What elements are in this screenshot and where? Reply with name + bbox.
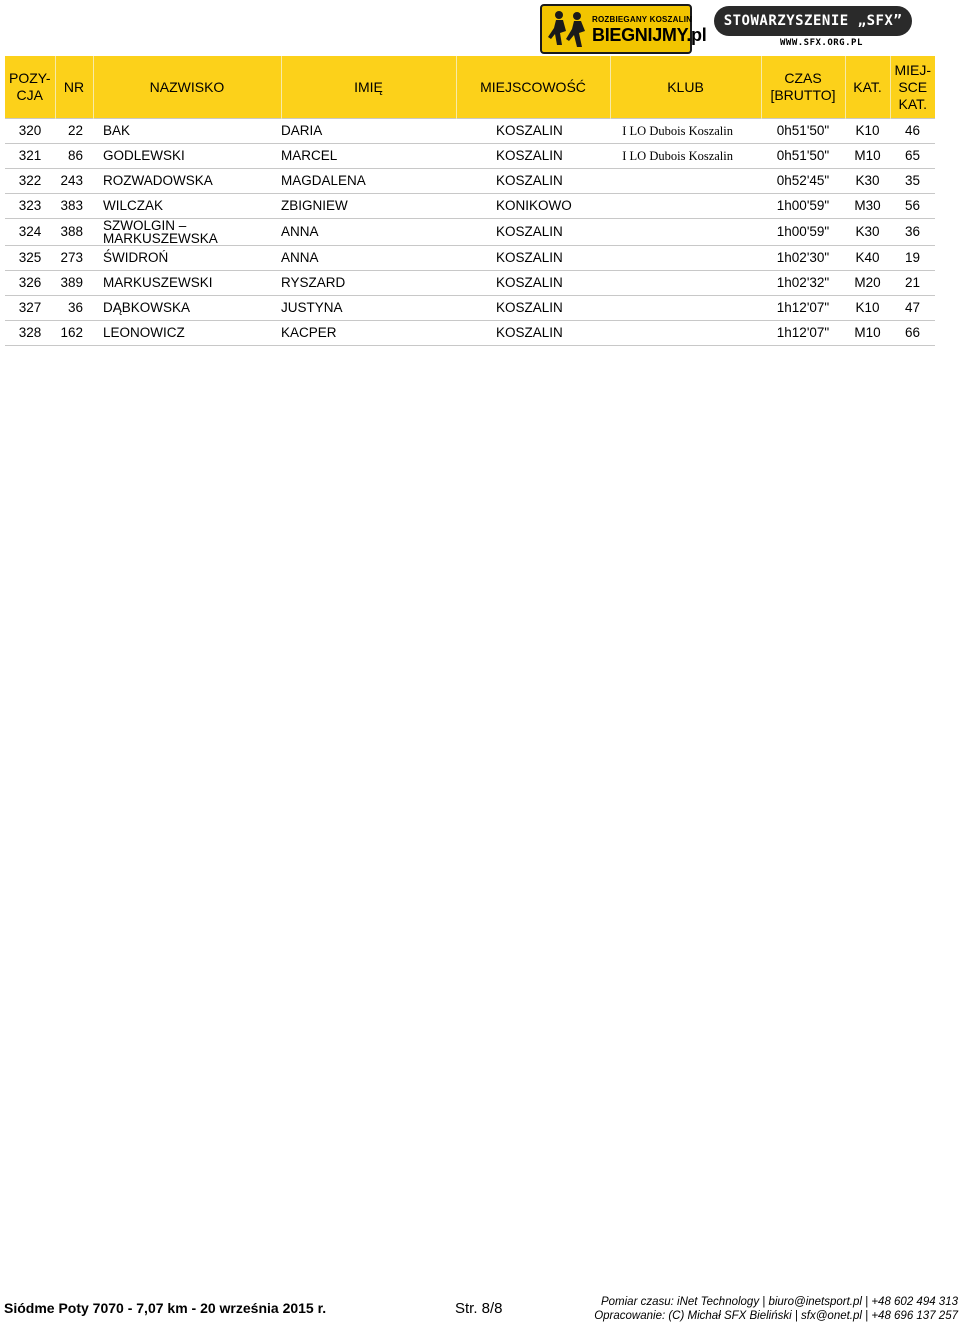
time-cell: 0h51'50" xyxy=(761,144,845,169)
first-name-cell: ANNA xyxy=(281,219,456,246)
club-cell xyxy=(610,321,761,346)
sfx-url: WWW.SFX.ORG.PL xyxy=(780,38,863,48)
city-cell: KOSZALIN xyxy=(456,271,610,296)
first-name-cell: MARCEL xyxy=(281,144,456,169)
table-row xyxy=(5,194,935,219)
time-cell: 1h00'59" xyxy=(761,194,845,219)
header-category: KAT. xyxy=(845,56,890,119)
surname-cell: DĄBKOWSKA xyxy=(93,296,281,321)
category-cell: K40 xyxy=(845,246,890,271)
header-city: MIEJSCOWOŚĆ xyxy=(456,56,610,119)
event-title: Siódme Poty 7070 - 7,07 km - 20 września 2015 r. xyxy=(4,1300,327,1316)
surname-cell: WILCZAK xyxy=(93,194,281,219)
category-cell: M10 xyxy=(845,144,890,169)
time-cell: 1h02'32" xyxy=(761,271,845,296)
category-place-cell: 21 xyxy=(890,271,935,296)
logo-tagline: ROZBIEGANY KOSZALIN xyxy=(592,15,693,24)
bib-number-cell: 273 xyxy=(55,246,93,271)
timing-credit: Pomiar czasu: iNet Technology | biuro@inetsport.pl | +48 602 494 313 xyxy=(600,1296,958,1308)
city-cell: KOSZALIN xyxy=(456,296,610,321)
time-cell: 0h52'45" xyxy=(761,169,845,194)
table-row xyxy=(5,321,935,346)
position-cell: 323 xyxy=(5,194,55,219)
results-table xyxy=(5,56,935,346)
bib-number-cell: 388 xyxy=(55,219,93,246)
first-name-cell: JUSTYNA xyxy=(281,296,456,321)
table-row xyxy=(5,271,935,296)
header-time: CZAS [BRUTTO] xyxy=(761,56,845,119)
table-row xyxy=(5,219,935,246)
sfx-logo xyxy=(714,6,914,52)
city-cell: KOSZALIN xyxy=(456,119,610,144)
city-cell: KOSZALIN xyxy=(456,246,610,271)
category-place-cell: 65 xyxy=(890,144,935,169)
table-row xyxy=(5,119,935,144)
position-cell: 322 xyxy=(5,169,55,194)
position-cell: 325 xyxy=(5,246,55,271)
category-cell: K30 xyxy=(845,169,890,194)
category-cell: K10 xyxy=(845,296,890,321)
bib-number-cell: 162 xyxy=(55,321,93,346)
prepared-credit: Opracowanie: (C) Michał SFX Bieliński | sfx@onet.pl | +48 696 137 257 xyxy=(594,1310,958,1322)
table-row xyxy=(5,246,935,271)
table-row xyxy=(5,169,935,194)
bib-number-cell: 36 xyxy=(55,296,93,321)
credits xyxy=(594,1295,958,1323)
bib-number-cell: 243 xyxy=(55,169,93,194)
page-number: Str. 8/8 xyxy=(455,1300,503,1317)
city-cell: KOSZALIN xyxy=(456,169,610,194)
header-category-place: MIEJ- SCE KAT. xyxy=(890,56,935,119)
club-cell: I LO Dubois Koszalin xyxy=(610,119,761,144)
first-name-cell: DARIA xyxy=(281,119,456,144)
club-cell xyxy=(610,194,761,219)
time-cell: 1h12'07" xyxy=(761,296,845,321)
category-place-cell: 35 xyxy=(890,169,935,194)
category-cell: K30 xyxy=(845,219,890,246)
category-place-cell: 19 xyxy=(890,246,935,271)
city-cell: KOSZALIN xyxy=(456,219,610,246)
first-name-cell: KACPER xyxy=(281,321,456,346)
surname-cell: ŚWIDROŃ xyxy=(93,246,281,271)
sfx-badge: STOWARZYSZENIE „SFX” xyxy=(714,6,912,36)
club-cell: I LO Dubois Koszalin xyxy=(610,144,761,169)
header-nr: NR xyxy=(55,56,93,119)
table-row xyxy=(5,296,935,321)
time-cell: 1h12'07" xyxy=(761,321,845,346)
time-cell: 1h02'30" xyxy=(761,246,845,271)
category-cell: M10 xyxy=(845,321,890,346)
category-place-cell: 56 xyxy=(890,194,935,219)
bib-number-cell: 383 xyxy=(55,194,93,219)
bib-number-cell: 389 xyxy=(55,271,93,296)
time-cell: 0h51'50" xyxy=(761,119,845,144)
position-cell: 326 xyxy=(5,271,55,296)
club-cell xyxy=(610,271,761,296)
surname-cell: LEONOWICZ xyxy=(93,321,281,346)
club-cell xyxy=(610,169,761,194)
header-club: KLUB xyxy=(610,56,761,119)
logo-title: BIEGNIJMY.pl xyxy=(592,25,707,45)
position-cell: 320 xyxy=(5,119,55,144)
table-header-row xyxy=(5,56,935,119)
header-first-name: IMIĘ xyxy=(281,56,456,119)
surname-cell: SZWOLGIN – MARKUSZEWSKA xyxy=(93,219,281,246)
table-row xyxy=(5,144,935,169)
bib-number-cell: 86 xyxy=(55,144,93,169)
surname-cell: ROZWADOWSKA xyxy=(93,169,281,194)
position-cell: 321 xyxy=(5,144,55,169)
category-cell: M30 xyxy=(845,194,890,219)
city-cell: KONIKOWO xyxy=(456,194,610,219)
time-cell: 1h00'59" xyxy=(761,219,845,246)
header-position: POZY- CJA xyxy=(5,56,55,119)
biegnijmy-logo xyxy=(540,4,707,54)
city-cell: KOSZALIN xyxy=(456,144,610,169)
city-cell: KOSZALIN xyxy=(456,321,610,346)
category-place-cell: 47 xyxy=(890,296,935,321)
first-name-cell: RYSZARD xyxy=(281,271,456,296)
first-name-cell: MAGDALENA xyxy=(281,169,456,194)
header-surname: NAZWISKO xyxy=(93,56,281,119)
surname-cell: GODLEWSKI xyxy=(93,144,281,169)
club-cell xyxy=(610,296,761,321)
runners-icon xyxy=(546,9,590,51)
surname-cell: MARKUSZEWSKI xyxy=(93,271,281,296)
first-name-cell: ZBIGNIEW xyxy=(281,194,456,219)
position-cell: 327 xyxy=(5,296,55,321)
category-cell: M20 xyxy=(845,271,890,296)
club-cell xyxy=(610,246,761,271)
category-place-cell: 46 xyxy=(890,119,935,144)
position-cell: 324 xyxy=(5,219,55,246)
surname-cell: BAK xyxy=(93,119,281,144)
category-place-cell: 66 xyxy=(890,321,935,346)
category-cell: K10 xyxy=(845,119,890,144)
position-cell: 328 xyxy=(5,321,55,346)
first-name-cell: ANNA xyxy=(281,246,456,271)
category-place-cell: 36 xyxy=(890,219,935,246)
club-cell xyxy=(610,219,761,246)
bib-number-cell: 22 xyxy=(55,119,93,144)
